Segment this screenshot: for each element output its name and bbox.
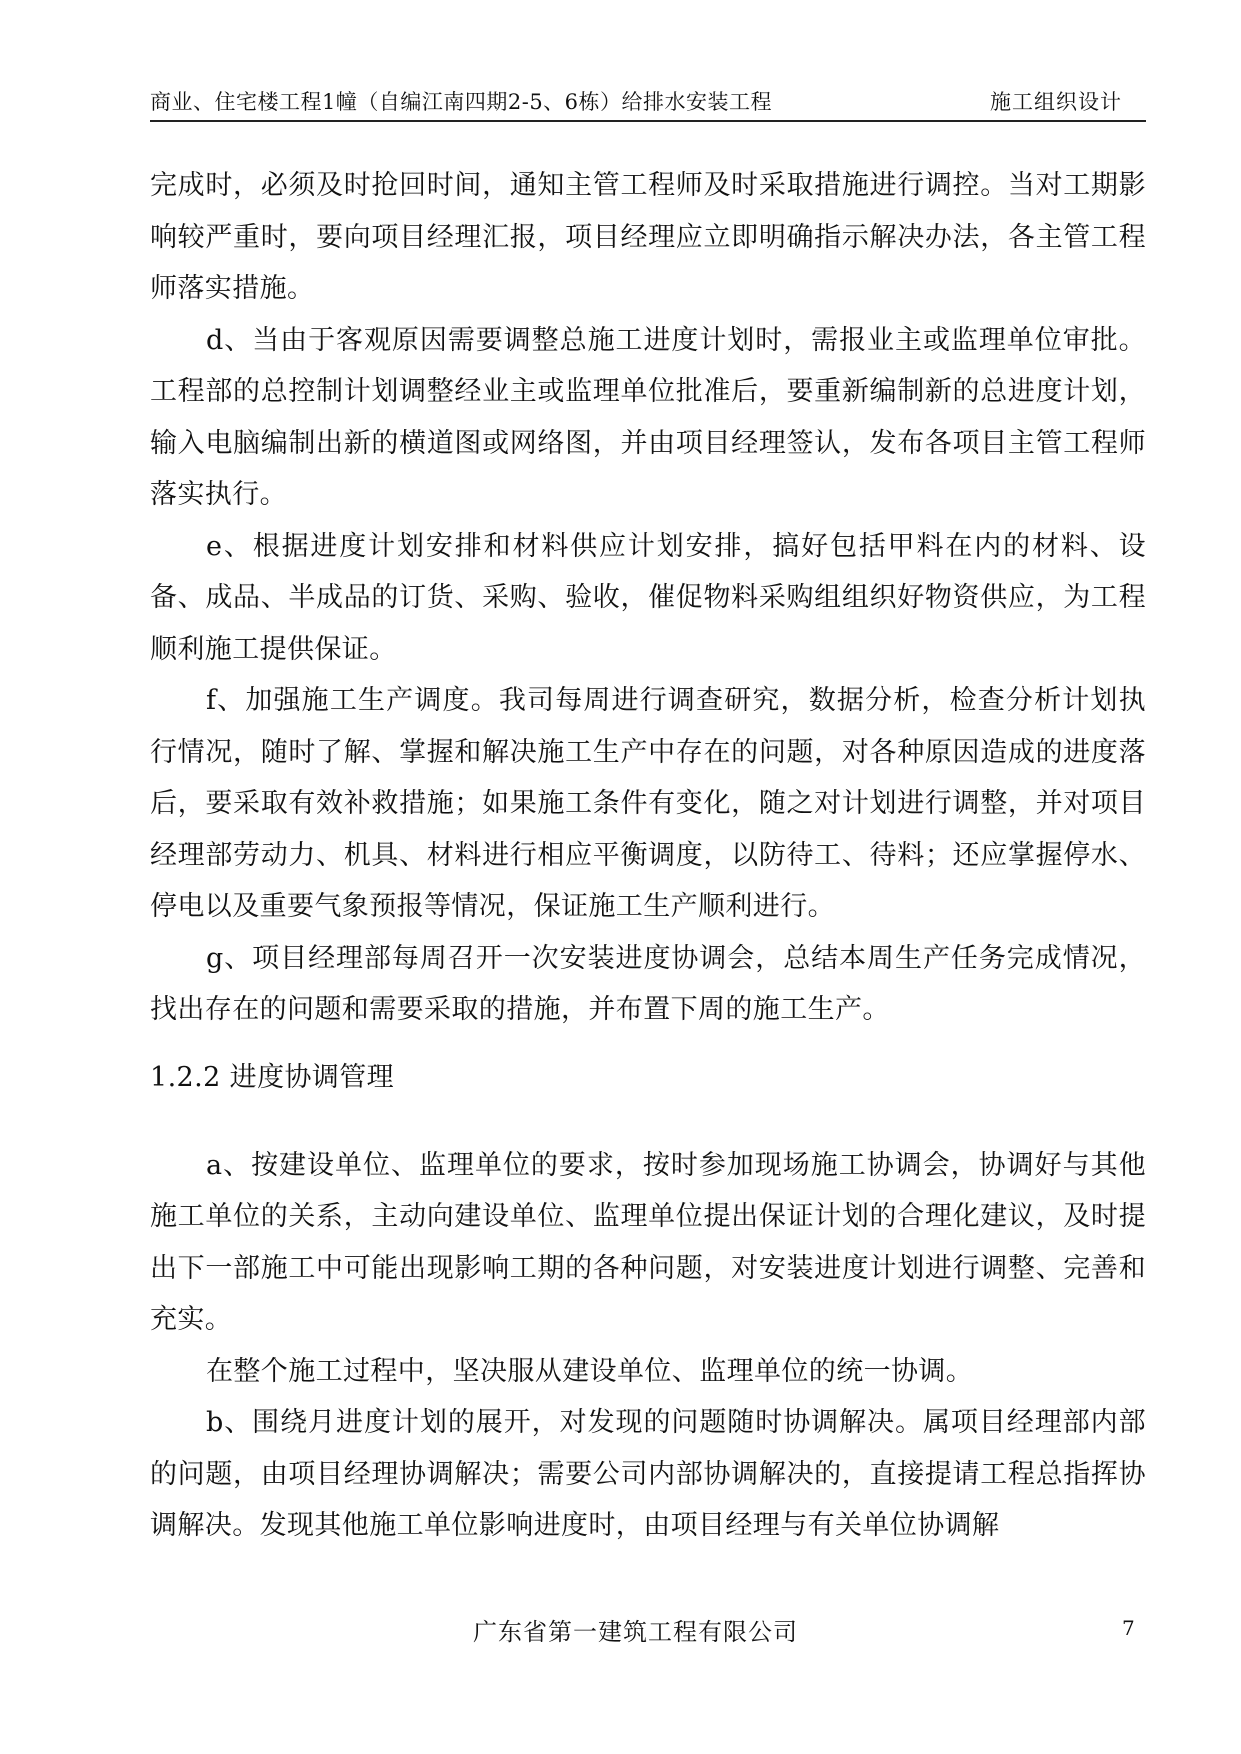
section-paragraph-a: a、按建设单位、监理单位的要求，按时参加现场施工协调会，协调好与其他施工单位的关系，主动向建设单位、监理单位提出保证计划的合理化建议，及时提出下一部施工中可能出现影响工期的各种问题，对安装进度计划进行调整、完善和充实。 — [150, 1149, 1146, 1335]
section-paragraph-coordination: 在整个施工过程中，坚决服从建设单位、监理单位的统一协调。 — [206, 1355, 974, 1387]
paragraph-g: g、项目经理部每周召开一次安装进度协调会，总结本周生产任务完成情况，找出存在的问题和需要采取的措施，并布置下周的施工生产。 — [150, 942, 1146, 1025]
paragraph-d: d、当由于客观原因需要调整总施工进度计划时，需报业主或监理单位审批。工程部的总控制计划调整经业主或监理单位批准后，要重新编制新的总进度计划，输入电脑编制出新的横道图或网络图，并由项目经理签认，发布各项目主管工程师落实执行。 — [150, 324, 1146, 510]
paragraph-f: f、加强施工生产调度。我司每周进行调查研究，数据分析，检查分析计划执行情况，随时了解、掌握和解决施工生产中存在的问题，对各种原因造成的进度落后，要采取有效补救措施；如果施工条件有变化，随之对计划进行调整，并对项目经理部劳动力、机具、材料进行相应平衡调度，以防待工、待料；还应掌握停水、停电以及重要气象预报等情况，保证施工生产顺利进行。 — [150, 685, 1146, 922]
paragraph-continuation: 完成时，必须及时抢回时间，通知主管工程师及时采取措施进行调控。当对工期影响较严重时，要向项目经理汇报，项目经理应立即明确指示解决办法，各主管工程师落实措施。 — [150, 170, 1146, 304]
section-paragraph-b: b、围绕月进度计划的展开，对发现的问题随时协调解决。属项目经理部内部的问题，由项目经理协调解决；需要公司内部协调解决的，直接提请工程总指挥协调解决。发现其他施工单位影响进度时，由项目经理与有关单位协调解 — [150, 1407, 1146, 1541]
document-body — [150, 160, 1146, 1552]
header-project-title: 商业、住宅楼工程1幢（自编江南四期2-5、6栋）给排水安装工程 — [150, 90, 773, 114]
footer-company-name: 广东省第一建筑工程有限公司 — [473, 1618, 798, 1646]
footer-page-number: 7 — [1122, 1616, 1135, 1640]
page-header — [150, 84, 1146, 122]
paragraph-e: e、根据进度计划安排和材料供应计划安排，搞好包括甲料在内的材料、设备、成品、半成品的订货、采购、验收，催促物料采购组组织好物资供应，为工程顺利施工提供保证。 — [150, 530, 1146, 665]
header-document-type: 施工组织设计 — [990, 90, 1122, 114]
section-heading: 1.2.2 进度协调管理 — [150, 1061, 395, 1093]
